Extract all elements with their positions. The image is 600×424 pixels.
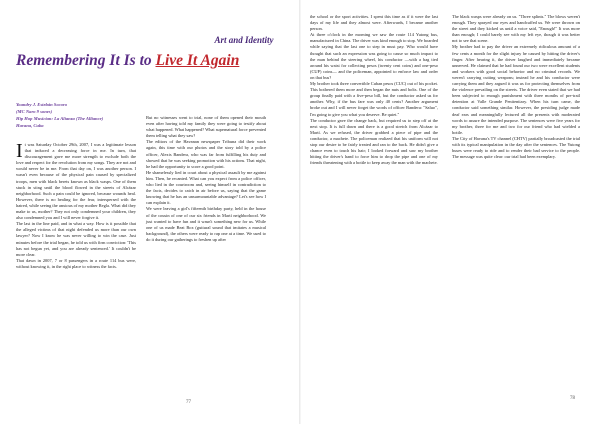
paragraph-text: t was Saturday October 29th, 2007, I was a legitimate lesson that induced a decreasing force in me. In turn, that discouragement gave me more strength to exclude both the love and respect for the revolution from my songs. They are not and would never be in me. From that day on, I was another person. I wasn't even because of the physical pain caused by specialized troops, men with black berets known as black wasps. One of them stuck in sting until the blood flowed in the streets of Alcázar neighborhood. Such a pain could be ignored, because wounds heal. However, there is no healing for the fear, interspersed with the hatred, while seeing the anxious of my mother Regla. What did they make to us, mother? They not only condemned your children, they also condemned you and I will never forgive it. xyxy=(16,142,136,221)
author-alias: (MC Naro 9 sones) xyxy=(16,109,53,114)
text-column-4 xyxy=(452,14,580,160)
title-part-1: Remembering It Is to xyxy=(16,52,156,69)
paragraph: My brother took three convertible Cuban pesos (CUC) out of his pocket. This bothered them more and then began the nuts and bolts. One of the group finally paid with a five-peso bill, but the conductor asked us for another. Why, if the bus fare was only 40 cents? Another argument broke out and I will never forget the words of officer Bandera: "Saluo", I'm going to give you what you deserve. Be quiet." xyxy=(310,81,438,117)
text-column-2 xyxy=(146,115,266,243)
author-name: Yoandry J. Estebán Socoro xyxy=(16,102,68,107)
paragraph: That dawn in 2007, 7 or 8 passengers in a route 114 bus were, without knowing it, in the right place to witness the facts. xyxy=(16,257,136,269)
paragraph: the school or the sport activities. I spent this time as if it were the last days of my life and they almost were. Afterwards, I became another person. xyxy=(310,14,438,32)
drop-cap: I xyxy=(16,140,23,162)
byline xyxy=(16,101,136,129)
author-role: Hip Hop Musician: La Alianza (The Alliance) xyxy=(16,116,104,121)
paragraph: But no witnesses went to trial, none of them opened their mouth even after having told my family they were going to testify about what happened. What happened? What supernatural force prevented them telling what they saw? xyxy=(146,115,266,139)
text-column-1 xyxy=(16,142,136,270)
article-title xyxy=(16,52,306,70)
title-highlight: Live It Again xyxy=(155,52,240,69)
paragraph: The conductor gave the change back, but required us to step off at the next stop. It is full dawn and there is a good stretch from Alcázar to Martí. As we refused, the driver grabbed a piece of pipe and the conductor, a machete. The policeman realized that his uniform will not stop our desire to be fairly treated and ran to the back. He didn't give a chance even to touch his hair; I looked forward and saw my brother hitting the driver's hand to force him to drop the pipe and one of my friends threatening with a bottle to keep away the man with the machete. xyxy=(310,117,438,166)
paragraph: The black wasps were already on us. "Three splints." The blows weren't enough. They sprayed our eyes and handcuffed us. We were thrown on the street and they kicked us until a voice said, "Enough!" It was more than enough; I could barely see with my left eye, though it was better not to see that scene. xyxy=(452,14,580,44)
paragraph: He shamelessly lied in court about a physical assault by me against him. Then, he recanted. What can you expect from a police officer, who lied in the courtroom and, seeing himself in contradiction to the facts, decides to catch in air before us, saying that the game knowing that he has an unsurmountable advantage? Let's see how I can explain it. xyxy=(146,169,266,206)
paragraph: The last in the line paid, and in what a way. How is it possible that the alleged victims of that night defended us more than our own lawyer? Now I know he was never willing to win the case. Just minutes before the trial began, he told us with firm conviction: 'This has not begun yet, and you are already sentenced.' It couldn't be more clear. xyxy=(16,221,136,257)
text-column-3 xyxy=(310,14,438,166)
section-label: Art and Identity xyxy=(214,35,274,45)
page-number-left: 77 xyxy=(186,400,191,405)
paragraph xyxy=(16,142,136,221)
paragraph: The City of Havana's TV channel (CHTV) partially broadcasted the trial with its typical manipulation in the day after the sentences. The Yutong buses were ready to ride and to render their bad service to the people. The message was quite clear: our trial had been exemplary. xyxy=(452,135,580,160)
author-location: Havana, Cuba xyxy=(16,123,44,128)
paragraph: At three o'clock in the morning we saw the route 114 Yutong bus, manufactured in China. The driver was kind enough to stop. We boarded while saying that the last one to step in must pay. Who would have thought that such an expression was going to cause so much impact to the man behind the steering wheel, his conductor —with a bag tied around his waist for collecting pesos (twenty cent coins) and one-peso (CUP) coins— and the policeman, appointed to enforce law and order on that bus? xyxy=(310,32,438,80)
paragraph: The editors of the Havanan newspaper Tribuna did their work again, this time with our photos and the story told by a police officer, Alexis Bandera, who was far from fulfilling his duty and showed that he was seeking promotion with his actions. That night, he had the opportunity to score a good point. xyxy=(146,139,266,169)
paragraph: We were leaving a girl's fifteenth birthday party, held in the house of the cousin of one of our six friends in Martí neighborhood. We just wanted to have fun and it wasn't something new for us. While one of us made Beat Box (guttural sound that imitates a musical background), the others were ready to rap one at a time. We used to do it during our gatherings to freshen up after xyxy=(146,206,266,242)
paragraph: My brother had to pay the driver an extremely ridiculous amount of a few cents a month for the slight injury he caused by hitting the driver's finger. After hearing it, the driver laughed and immediately became unnerved. He claimed that he had found our two were excellent students and workers with good social behavior and no criminal records. We weren't carrying cutting weapons; instead he and his conductor were carrying them and they argued it was us for protecting themselves from the violence prevailing on the streets. The driver even stated that we had been subjected to enough punishment with three months of pre-trail detention at Valle Grande Penitentiary. When his turn came, the conductor said something similar. However, the presiding judge made deaf ears and meaningfully lectured all the presents with moderated words to assure the intended purpose. The sentences were five years for my brother, three for me and two for our friend who had wielded a bottle. xyxy=(452,44,580,135)
page-number-right: 78 xyxy=(570,396,575,401)
